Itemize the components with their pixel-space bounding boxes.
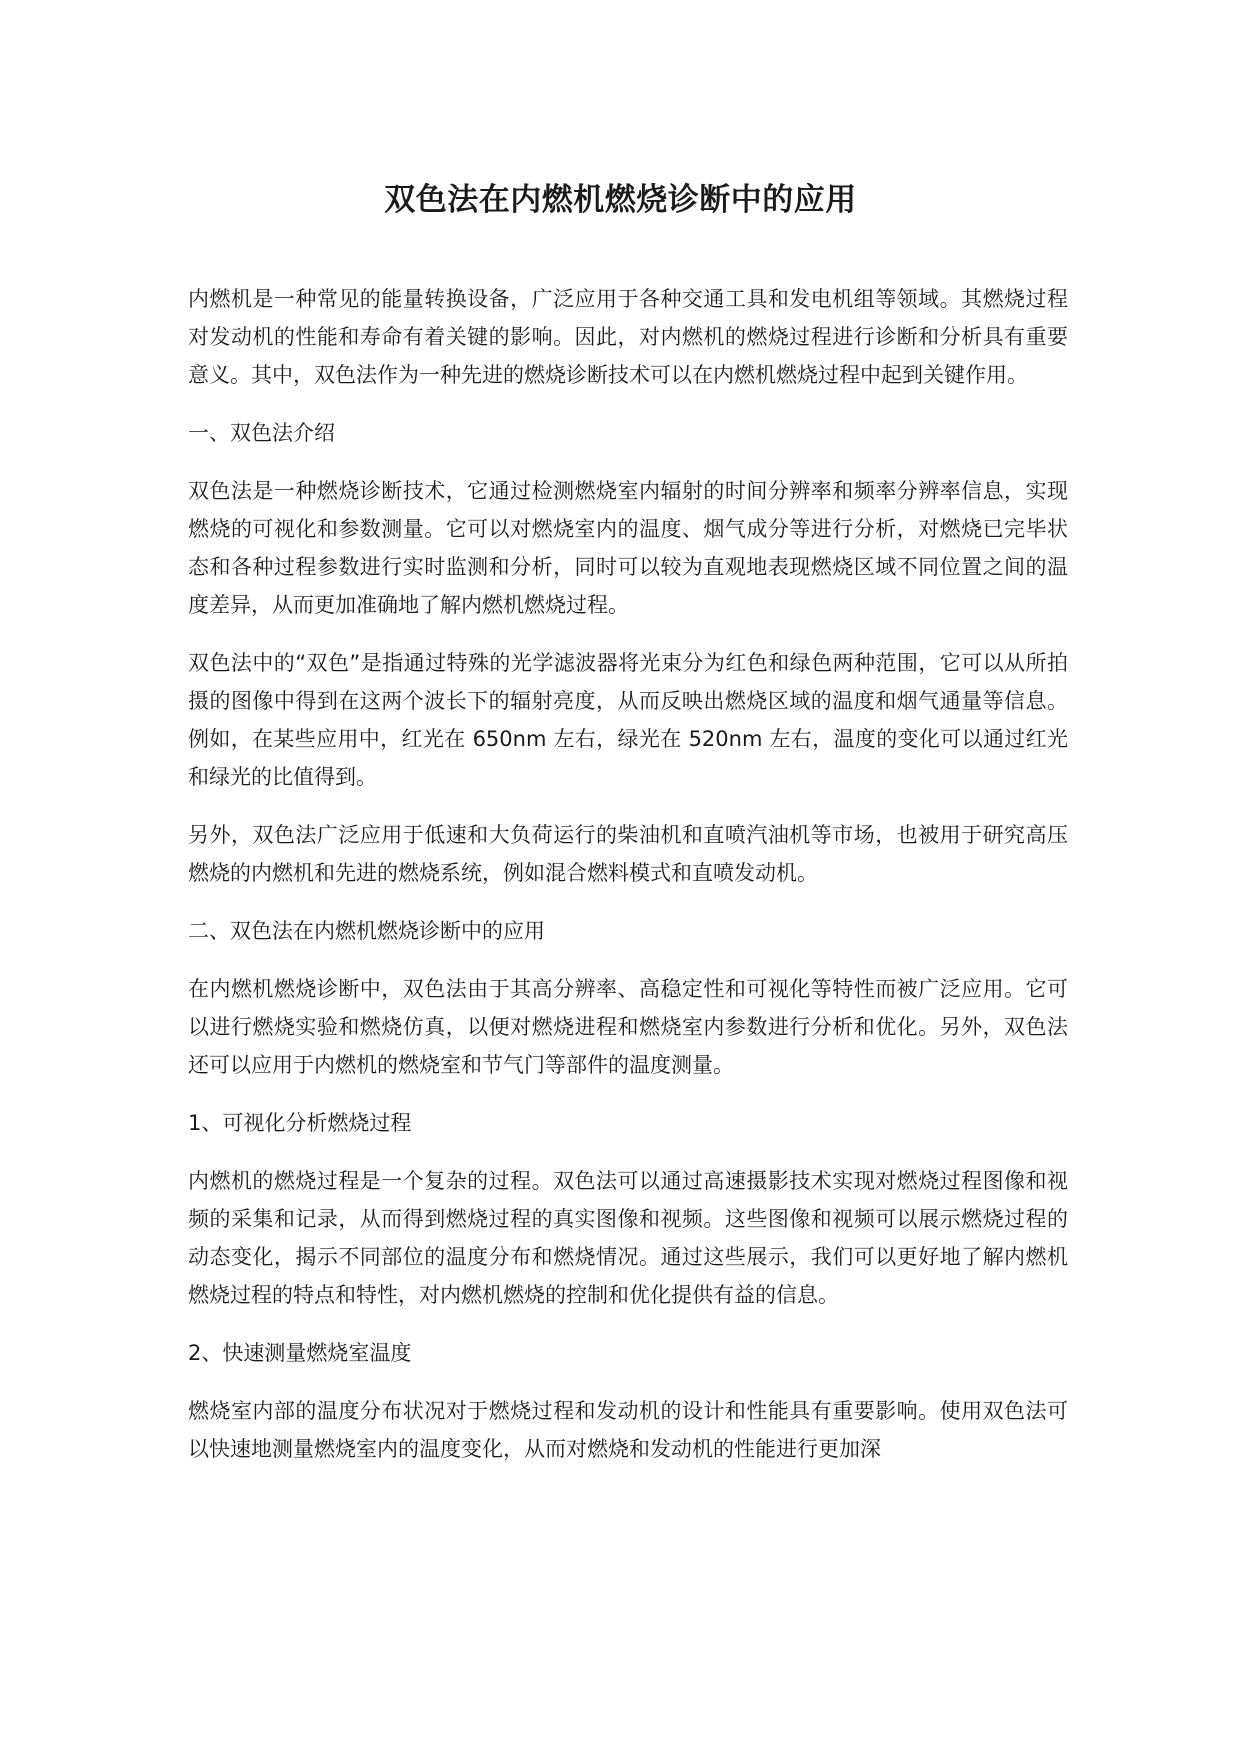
paragraph-applications: 另外，双色法广泛应用于低速和大负荷运行的柴油机和直喷汽油机等市场，也被用于研究高压燃烧的内燃机和先进的燃烧系统，例如混合燃料模式和直喷发动机。 [188, 823, 1068, 885]
subheading-temperature: 2、快速测量燃烧室温度 [188, 1341, 412, 1365]
paragraph-two-color: 双色法中的“双色”是指通过特殊的光学滤波器将光束分为红色和绿色两种范围，它可以从所拍摄的图像中得到在这两个波长下的辐射亮度，从而反映出燃烧区域的温度和烟气通量等信息。例如，在某些应用中，红光在 650nm 左右，绿光在 520nm 左右，温度的变化可以通过红光和绿光的比值得到。 [188, 651, 1068, 789]
document-body [188, 280, 1068, 1488]
paragraph-diagnosis: 在内燃机燃烧诊断中，双色法由于其高分辨率、高稳定性和可视化等特性而被广泛应用。它可以进行燃烧实验和燃烧仿真，以便对燃烧进程和燃烧室内参数进行分析和优化。另外，双色法还可以应用于内燃机的燃烧室和节气门等部件的温度测量。 [188, 977, 1068, 1077]
paragraph-visualization: 内燃机的燃烧过程是一个复杂的过程。双色法可以通过高速摄影技术实现对燃烧过程图像和视频的采集和记录，从而得到燃烧过程的真实图像和视频。这些图像和视频可以展示燃烧过程的动态变化，揭示不同部位的温度分布和燃烧情况。通过这些展示，我们可以更好地了解内燃机燃烧过程的特点和特性，对内燃机燃烧的控制和优化提供有益的信息。 [188, 1169, 1068, 1307]
intro-paragraph: 内燃机是一种常见的能量转换设备，广泛应用于各种交通工具和发电机组等领域。其燃烧过程对发动机的性能和寿命有着关键的影响。因此，对内燃机的燃烧过程进行诊断和分析具有重要意义。其中，双色法作为一种先进的燃烧诊断技术可以在内燃机燃烧过程中起到关键作用。 [188, 287, 1068, 387]
section-heading-application: 二、双色法在内燃机燃烧诊断中的应用 [188, 919, 545, 943]
paragraph-definition: 双色法是一种燃烧诊断技术，它通过检测燃烧室内辐射的时间分辨率和频率分辨率信息，实现燃烧的可视化和参数测量。它可以对燃烧室内的温度、烟气成分等进行分析，对燃烧已完毕状态和各种过程参数进行实时监测和分析，同时可以较为直观地表现燃烧区域不同位置之间的温度差异，从而更加准确地了解内燃机燃烧过程。 [188, 479, 1068, 617]
paragraph-temperature: 燃烧室内部的温度分布状况对于燃烧过程和发动机的设计和性能具有重要影响。使用双色法可以快速地测量燃烧室内的温度变化，从而对燃烧和发动机的性能进行更加深 [188, 1399, 1068, 1461]
document-title: 双色法在内燃机燃烧诊断中的应用 [384, 182, 857, 218]
subheading-visualization: 1、可视化分析燃烧过程 [188, 1111, 412, 1135]
section-heading-intro: 一、双色法介绍 [188, 421, 335, 445]
